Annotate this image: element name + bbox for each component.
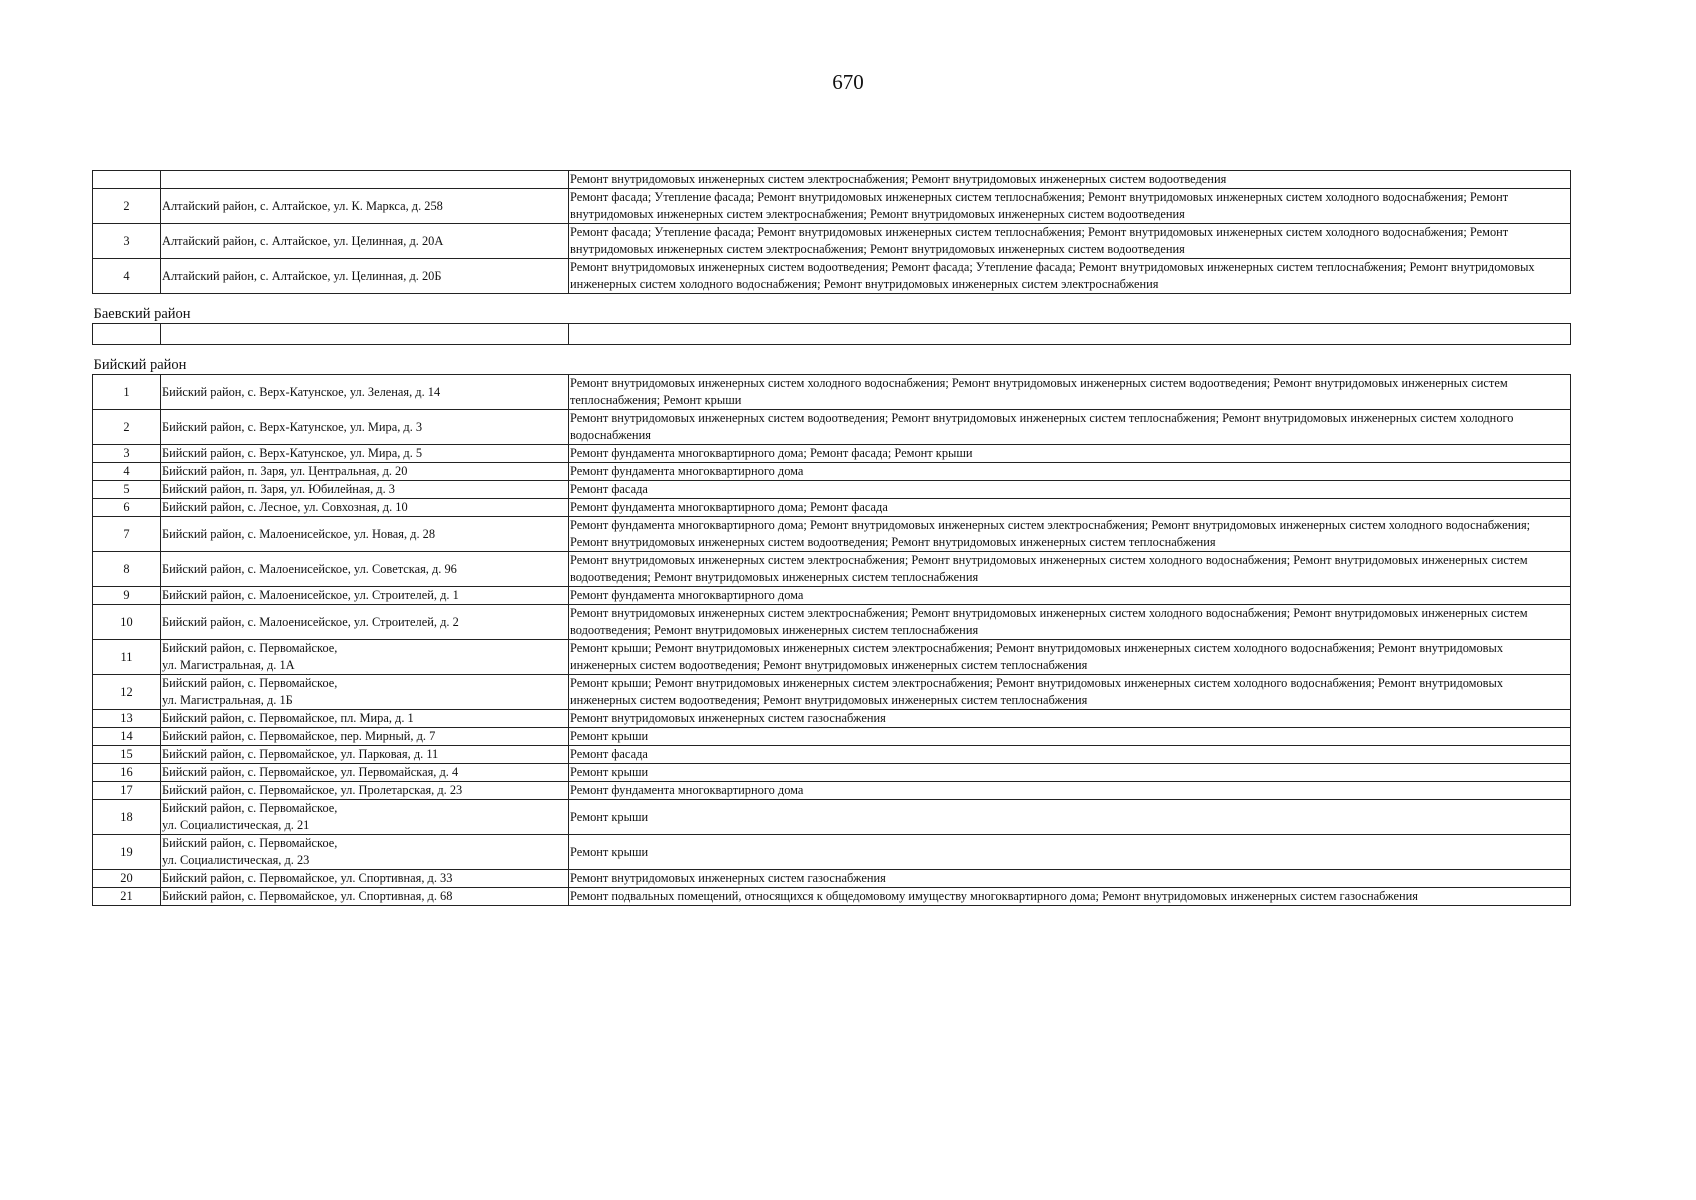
row-works: Ремонт крыши; Ремонт внутридомовых инженерных систем электроснабжения; Ремонт внутридомовых инженерных систем холодного водоснабжения; Ремонт внутридомовых инженерных систем водоотведения; Ремонт внутридомовых инженерных систем теплоснабжения (569, 675, 1571, 710)
table-row (93, 445, 1571, 463)
table-body (93, 171, 1571, 906)
table-row (93, 605, 1571, 640)
row-address: Бийский район, с. Верх-Катунское, ул. Мира, д. 3 (161, 410, 569, 445)
row-number: 20 (93, 870, 161, 888)
district-name: Баевский район (93, 294, 1571, 324)
table-row (93, 463, 1571, 481)
row-number: 7 (93, 517, 161, 552)
row-number: 15 (93, 746, 161, 764)
row-address: Бийский район, с. Первомайское, ул. Социалистическая, д. 21 (161, 800, 569, 835)
row-works: Ремонт фасада; Утепление фасада; Ремонт внутридомовых инженерных систем теплоснабжения; Ремонт внутридомовых инженерных систем холодного водоснабжения; Ремонт внутридомовых инженерных систем электроснабжения; Ремонт внутридомовых инженерных систем водоотведения (569, 189, 1571, 224)
table-row (93, 640, 1571, 675)
table-row (93, 587, 1571, 605)
row-works: Ремонт внутридомовых инженерных систем водоотведения; Ремонт фасада; Утепление фасада; Ремонт внутридомовых инженерных систем теплоснабжения; Ремонт внутридомовых инженерных систем холодного водоснабжения; Ремонт внутридомовых инженерных систем электроснабжения (569, 259, 1571, 294)
row-address: Бийский район, с. Малоенисейское, ул. Строителей, д. 2 (161, 605, 569, 640)
row-address: Бийский район, с. Лесное, ул. Совхозная, д. 10 (161, 499, 569, 517)
row-number: 21 (93, 888, 161, 906)
row-works (569, 324, 1571, 345)
row-number: 4 (93, 259, 161, 294)
row-number: 16 (93, 764, 161, 782)
row-address: Алтайский район, с. Алтайское, ул. Целинная, д. 20Б (161, 259, 569, 294)
row-number: 14 (93, 728, 161, 746)
row-works: Ремонт крыши (569, 800, 1571, 835)
row-works: Ремонт фундамента многоквартирного дома; Ремонт фасада; Ремонт крыши (569, 445, 1571, 463)
row-works: Ремонт внутридомовых инженерных систем электроснабжения; Ремонт внутридомовых инженерных систем водоотведения (569, 171, 1571, 189)
row-address: Бийский район, п. Заря, ул. Юбилейная, д. 3 (161, 481, 569, 499)
table-row (93, 870, 1571, 888)
row-number: 17 (93, 782, 161, 800)
row-address: Бийский район, с. Первомайское, ул. Спортивная, д. 33 (161, 870, 569, 888)
row-number: 5 (93, 481, 161, 499)
table-row (93, 481, 1571, 499)
row-number: 1 (93, 375, 161, 410)
repair-register-table (92, 170, 1571, 906)
row-works: Ремонт крыши (569, 764, 1571, 782)
row-address (161, 171, 569, 189)
row-works: Ремонт фундамента многоквартирного дома (569, 463, 1571, 481)
row-address: Бийский район, с. Первомайское, ул. Первомайская, д. 4 (161, 764, 569, 782)
row-works: Ремонт внутридомовых инженерных систем электроснабжения; Ремонт внутридомовых инженерных систем холодного водоснабжения; Ремонт внутридомовых инженерных систем водоотведения; Ремонт внутридомовых инженерных систем теплоснабжения (569, 552, 1571, 587)
row-works: Ремонт фундамента многоквартирного дома; Ремонт фасада (569, 499, 1571, 517)
table-row (93, 728, 1571, 746)
row-number: 6 (93, 499, 161, 517)
row-address (161, 324, 569, 345)
row-works: Ремонт фасада (569, 481, 1571, 499)
row-works: Ремонт подвальных помещений, относящихся к общедомовому имуществу многоквартирного дома; Ремонт внутридомовых инженерных систем газоснабжения (569, 888, 1571, 906)
row-address: Бийский район, с. Верх-Катунское, ул. Мира, д. 5 (161, 445, 569, 463)
table-row (93, 259, 1571, 294)
row-number: 3 (93, 224, 161, 259)
row-number: 2 (93, 410, 161, 445)
district-name: Бийский район (93, 345, 1571, 375)
row-number: 4 (93, 463, 161, 481)
row-address: Бийский район, с. Первомайское, ул. Пролетарская, д. 23 (161, 782, 569, 800)
table-row (93, 189, 1571, 224)
row-works: Ремонт крыши (569, 835, 1571, 870)
table-row (93, 782, 1571, 800)
district-header (93, 345, 1571, 375)
row-address: Бийский район, с. Малоенисейское, ул. Строителей, д. 1 (161, 587, 569, 605)
table-row (93, 410, 1571, 445)
row-address: Бийский район, с. Первомайское, ул. Парковая, д. 11 (161, 746, 569, 764)
row-number: 19 (93, 835, 161, 870)
table-row (93, 499, 1571, 517)
table-row (93, 171, 1571, 189)
row-address: Алтайский район, с. Алтайское, ул. Целинная, д. 20А (161, 224, 569, 259)
row-number: 10 (93, 605, 161, 640)
row-address: Бийский район, с. Малоенисейское, ул. Новая, д. 28 (161, 517, 569, 552)
row-address: Бийский район, с. Первомайское, ул. Магистральная, д. 1А (161, 640, 569, 675)
row-works: Ремонт крыши (569, 728, 1571, 746)
row-number: 13 (93, 710, 161, 728)
table-row (93, 224, 1571, 259)
table-row (93, 710, 1571, 728)
row-number: 18 (93, 800, 161, 835)
table-row (93, 552, 1571, 587)
row-number: 12 (93, 675, 161, 710)
district-header (93, 294, 1571, 324)
row-number: 9 (93, 587, 161, 605)
row-address: Алтайский район, с. Алтайское, ул. К. Маркса, д. 258 (161, 189, 569, 224)
row-works: Ремонт фасада; Утепление фасада; Ремонт внутридомовых инженерных систем теплоснабжения; Ремонт внутридомовых инженерных систем холодного водоснабжения; Ремонт внутридомовых инженерных систем электроснабжения; Ремонт внутридомовых инженерных систем водоотведения (569, 224, 1571, 259)
row-address: Бийский район, п. Заря, ул. Центральная, д. 20 (161, 463, 569, 481)
row-address: Бийский район, с. Первомайское, пер. Мирный, д. 7 (161, 728, 569, 746)
row-works: Ремонт фундамента многоквартирного дома; Ремонт внутридомовых инженерных систем электроснабжения; Ремонт внутридомовых инженерных систем холодного водоснабжения; Ремонт внутридомовых инженерных систем водоотведения; Ремонт внутридомовых инженерных систем теплоснабжения (569, 517, 1571, 552)
table-row (93, 375, 1571, 410)
row-works: Ремонт крыши; Ремонт внутридомовых инженерных систем электроснабжения; Ремонт внутридомовых инженерных систем холодного водоснабжения; Ремонт внутридомовых инженерных систем водоотведения; Ремонт внутридомовых инженерных систем теплоснабжения (569, 640, 1571, 675)
table-row (93, 888, 1571, 906)
row-works: Ремонт фасада (569, 746, 1571, 764)
row-number (93, 324, 161, 345)
row-works: Ремонт внутридомовых инженерных систем газоснабжения (569, 710, 1571, 728)
table-row (93, 835, 1571, 870)
table-row (93, 800, 1571, 835)
table-row (93, 746, 1571, 764)
table-row (93, 675, 1571, 710)
row-number: 3 (93, 445, 161, 463)
row-number (93, 171, 161, 189)
row-address: Бийский район, с. Первомайское, ул. Спортивная, д. 68 (161, 888, 569, 906)
row-address: Бийский район, с. Первомайское, ул. Магистральная, д. 1Б (161, 675, 569, 710)
row-address: Бийский район, с. Первомайское, ул. Социалистическая, д. 23 (161, 835, 569, 870)
row-works: Ремонт внутридомовых инженерных систем электроснабжения; Ремонт внутридомовых инженерных систем холодного водоснабжения; Ремонт внутридомовых инженерных систем водоотведения; Ремонт внутридомовых инженерных систем теплоснабжения (569, 605, 1571, 640)
row-number: 11 (93, 640, 161, 675)
row-address: Бийский район, с. Малоенисейское, ул. Советская, д. 96 (161, 552, 569, 587)
row-address: Бийский район, с. Верх-Катунское, ул. Зеленая, д. 14 (161, 375, 569, 410)
row-number: 8 (93, 552, 161, 587)
table-row (93, 764, 1571, 782)
row-works: Ремонт фундамента многоквартирного дома (569, 782, 1571, 800)
table-row (93, 324, 1571, 345)
row-works: Ремонт внутридомовых инженерных систем холодного водоснабжения; Ремонт внутридомовых инженерных систем водоотведения; Ремонт внутридомовых инженерных систем теплоснабжения; Ремонт крыши (569, 375, 1571, 410)
row-number: 2 (93, 189, 161, 224)
row-works: Ремонт фундамента многоквартирного дома (569, 587, 1571, 605)
page-number: 670 (832, 70, 864, 94)
row-works: Ремонт внутридомовых инженерных систем газоснабжения (569, 870, 1571, 888)
row-address: Бийский район, с. Первомайское, пл. Мира, д. 1 (161, 710, 569, 728)
table-row (93, 517, 1571, 552)
row-works: Ремонт внутридомовых инженерных систем водоотведения; Ремонт внутридомовых инженерных систем теплоснабжения; Ремонт внутридомовых инженерных систем холодного водоснабжения (569, 410, 1571, 445)
